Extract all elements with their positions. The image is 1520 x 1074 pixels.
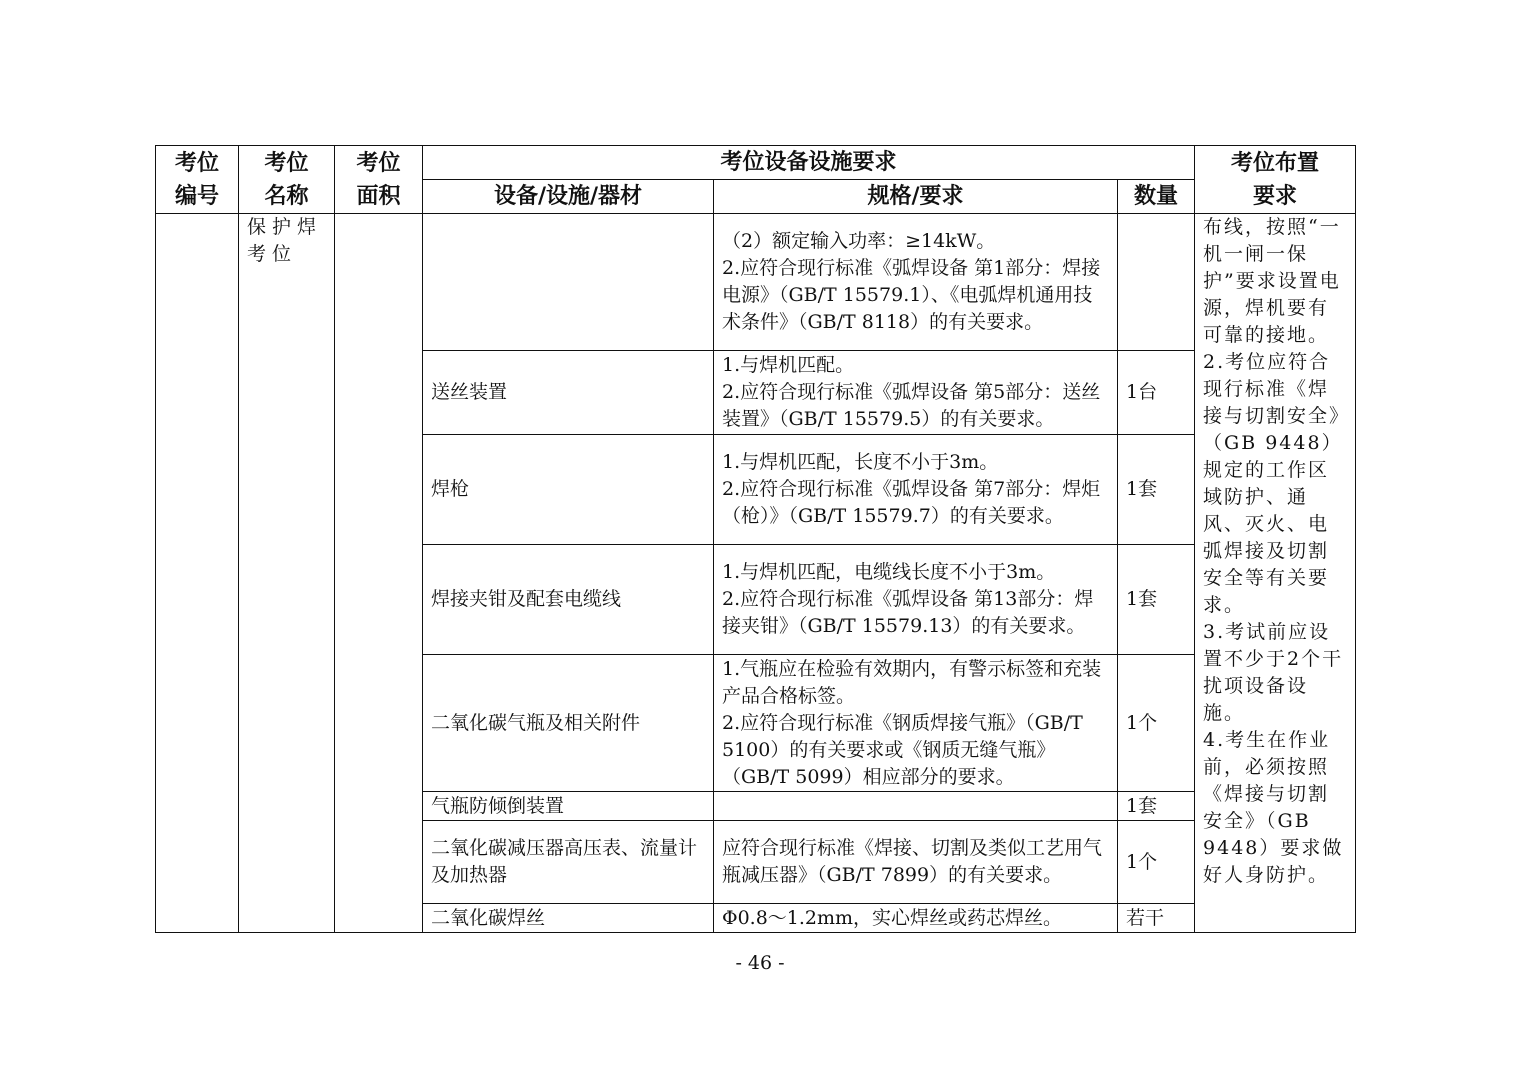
spec-cell: 应符合现行标准《焊接、切割及类似工艺用气瓶减压器》（GB/T 7899）的有关要求。 xyxy=(714,821,1118,904)
equipment-cell xyxy=(423,214,714,351)
equipment-cell: 气瓶防倾倒装置 xyxy=(423,792,714,821)
equipment-cell: 二氧化碳焊丝 xyxy=(423,904,714,933)
header-spec: 规格/要求 xyxy=(714,180,1118,214)
requirements-table xyxy=(155,145,1356,933)
quantity-cell: 1个 xyxy=(1118,655,1195,792)
equipment-cell: 送丝装置 xyxy=(423,351,714,435)
equipment-cell: 焊枪 xyxy=(423,435,714,545)
page-number: - 46 - xyxy=(735,952,785,974)
quantity-cell: 1台 xyxy=(1118,351,1195,435)
station-area-cell xyxy=(335,214,423,933)
spec-cell: 1.与焊机匹配，电缆线长度不小于3m。 2.应符合现行标准《弧焊设备 第13部分：焊接夹钳》（GB/T 15579.13）的有关要求。 xyxy=(714,545,1118,655)
layout-requirements-cell: 布线，按照“一机一闸一保护”要求设置电源，焊机要有可靠的接地。 2.考位应符合现行标准《焊接与切割安全》（GB 9448）规定的工作区域防护、通风、灭火、电弧焊接及切割安全等有关要求。 3.考试前应设置不少于2个干扰项设备设施。 4.考生在作业前，必须按照《焊接与切割安全》（GB 9448）要求做好人身防护。 xyxy=(1195,214,1356,933)
station-name-cell: 保护焊 考位 xyxy=(239,214,335,933)
equipment-cell: 二氧化碳气瓶及相关附件 xyxy=(423,655,714,792)
header-equipment-group: 考位设备设施要求 xyxy=(423,146,1195,180)
quantity-cell: 若干 xyxy=(1118,904,1195,933)
quantity-cell: 1套 xyxy=(1118,545,1195,655)
equipment-cell: 二氧化碳减压器高压表、流量计及加热器 xyxy=(423,821,714,904)
header-station-code: 考位 编号 xyxy=(156,146,239,214)
spec-cell: 1.与焊机匹配，长度不小于3m。 2.应符合现行标准《弧焊设备 第7部分：焊炬（枪）》（GB/T 15579.7）的有关要求。 xyxy=(714,435,1118,545)
quantity-cell: 1套 xyxy=(1118,435,1195,545)
header-layout-requirements: 考位布置 要求 xyxy=(1195,146,1356,214)
spec-cell: 1.与焊机匹配。 2.应符合现行标准《弧焊设备 第5部分：送丝装置》（GB/T 15579.5）的有关要求。 xyxy=(714,351,1118,435)
header-equipment: 设备/设施/器材 xyxy=(423,180,714,214)
header-station-name: 考位 名称 xyxy=(239,146,335,214)
header-station-area: 考位 面积 xyxy=(335,146,423,214)
equipment-cell: 焊接夹钳及配套电缆线 xyxy=(423,545,714,655)
spec-cell: （2）额定输入功率：≥14kW。 2.应符合现行标准《弧焊设备 第1部分：焊接电源》（GB/T 15579.1）、《电弧焊机通用技术条件》（GB/T 8118）的有关要求。 xyxy=(714,214,1118,351)
station-code-cell xyxy=(156,214,239,933)
quantity-cell: 1个 xyxy=(1118,821,1195,904)
quantity-cell: 1套 xyxy=(1118,792,1195,821)
spec-cell xyxy=(714,792,1118,821)
header-quantity: 数量 xyxy=(1118,180,1195,214)
spec-cell: Φ0.8～1.2mm，实心焊丝或药芯焊丝。 xyxy=(714,904,1118,933)
spec-cell: 1.气瓶应在检验有效期内，有警示标签和充装产品合格标签。 2.应符合现行标准《钢质焊接气瓶》（GB/T 5100）的有关要求或《钢质无缝气瓶》（GB/T 5099）相应部分的要求。 xyxy=(714,655,1118,792)
quantity-cell xyxy=(1118,214,1195,351)
